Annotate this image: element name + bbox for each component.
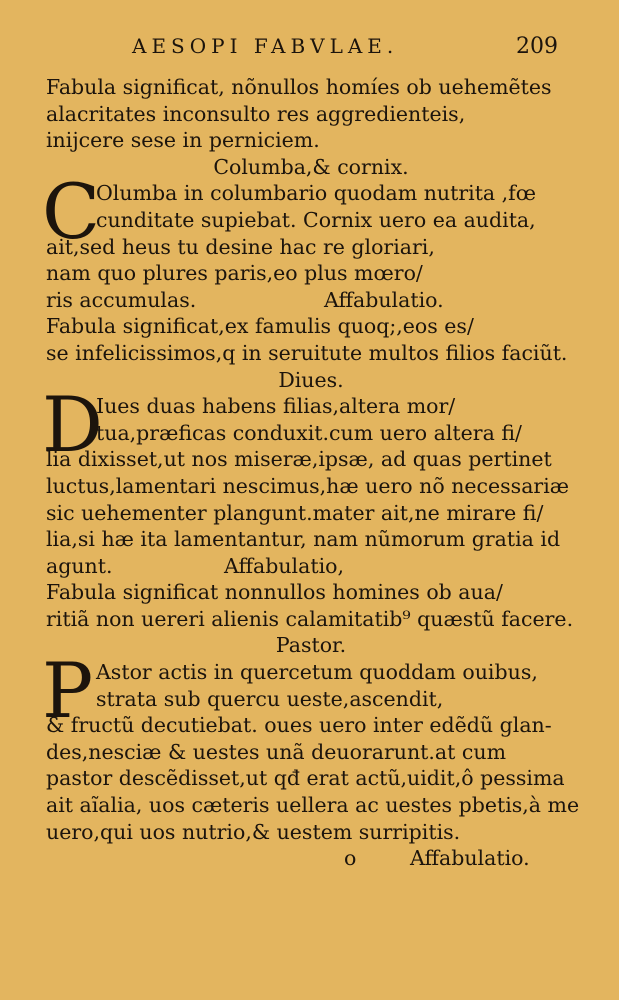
fable-title: Pastor.	[275, 633, 347, 658]
text-line: inijcere sese in perniciem.	[46, 128, 320, 153]
affabulatio-label: Affabulatio.	[324, 287, 444, 312]
fable-paragraph	[42, 167, 568, 366]
affabulatio-label: Affabulatio,	[224, 553, 344, 578]
text-line: Olumba in columbario quodam nutrita ,fœ	[96, 181, 537, 206]
page-footer	[46, 845, 566, 872]
fable-title: Diues.	[278, 367, 344, 392]
catchword: Affabulatio.	[410, 846, 530, 871]
text-line: lia,si hæ ita lamentantur, nam nũmorum gratia id	[46, 527, 561, 552]
page-number: 209	[516, 34, 558, 59]
text-line: se infelicissimos,q in seruitute multos filios faciũt.	[46, 340, 568, 365]
text-segment: ris accumulas.	[46, 287, 197, 312]
text-line: ritiã non uereri alienis calamitatib⁹ quæstũ facere.	[46, 606, 574, 631]
text-line: & fructũ decutiebat. oues uero inter edẽdũ glan-	[46, 713, 552, 738]
text-line	[46, 553, 566, 580]
text-block	[42, 74, 580, 872]
drop-initial: D	[42, 380, 103, 470]
text-line: luctus,lamentari nescimus,hæ uero nõ necessariæ	[46, 473, 570, 498]
text-line	[46, 287, 566, 314]
text-line: des,nesciæ & uestes unã deuorarunt.at cum	[46, 739, 507, 764]
text-line: ait,sed heus tu desine hac re gloriari,	[46, 234, 435, 259]
text-line: tua,præficas conduxit.cum uero altera fi/	[96, 420, 522, 445]
text-line: Astor actis in quercetum quoddam ouibus,	[96, 660, 538, 685]
text-line: uero,qui uos nutrio,& uestem surripitis.	[46, 819, 461, 844]
text-line: lia dixisset,ut nos miseræ,ipsæ, ad quas pertinet	[46, 447, 552, 472]
text-line: alacritates inconsulto res aggredienteis,	[46, 101, 466, 126]
drop-initial: C	[42, 167, 101, 257]
text-line: Fabula significat nonnullos homines ob aua/	[46, 580, 503, 605]
text-line: strata sub quercu ueste,ascendit,	[96, 686, 444, 711]
text-line: nam quo plures paris,eo plus mœro/	[46, 261, 423, 286]
text-segment: agunt.	[46, 553, 113, 578]
text-line: Fabula significat,ex famulis quoq;,eos es/	[46, 314, 474, 339]
page-header	[0, 34, 619, 68]
text-line: Fabula significat, nõnullos homíes ob uehemẽtes	[46, 75, 552, 99]
fable-title: Columba,& cornix.	[213, 154, 409, 179]
text-line: pastor descẽdisset,ut qđ erat actũ,uidit,ô pessima	[46, 766, 565, 791]
fable-paragraph	[42, 380, 574, 632]
text-line: cunditate supiebat. Cornix uero ea audita,	[96, 207, 536, 232]
text-line: Iues duas habens filias,altera mor/	[96, 394, 456, 419]
text-line: ait aĩalia, uos cæteris uellera ac uestes pbetis,à me	[46, 793, 580, 818]
text-line: sic uehementer plangunt.mater ait,ne mirare fi/	[46, 500, 544, 525]
fable-paragraph	[42, 646, 580, 845]
drop-initial: P	[42, 646, 94, 736]
running-title: AESOPI FABVLAE.	[132, 34, 399, 58]
signature-mark: o	[344, 846, 357, 871]
